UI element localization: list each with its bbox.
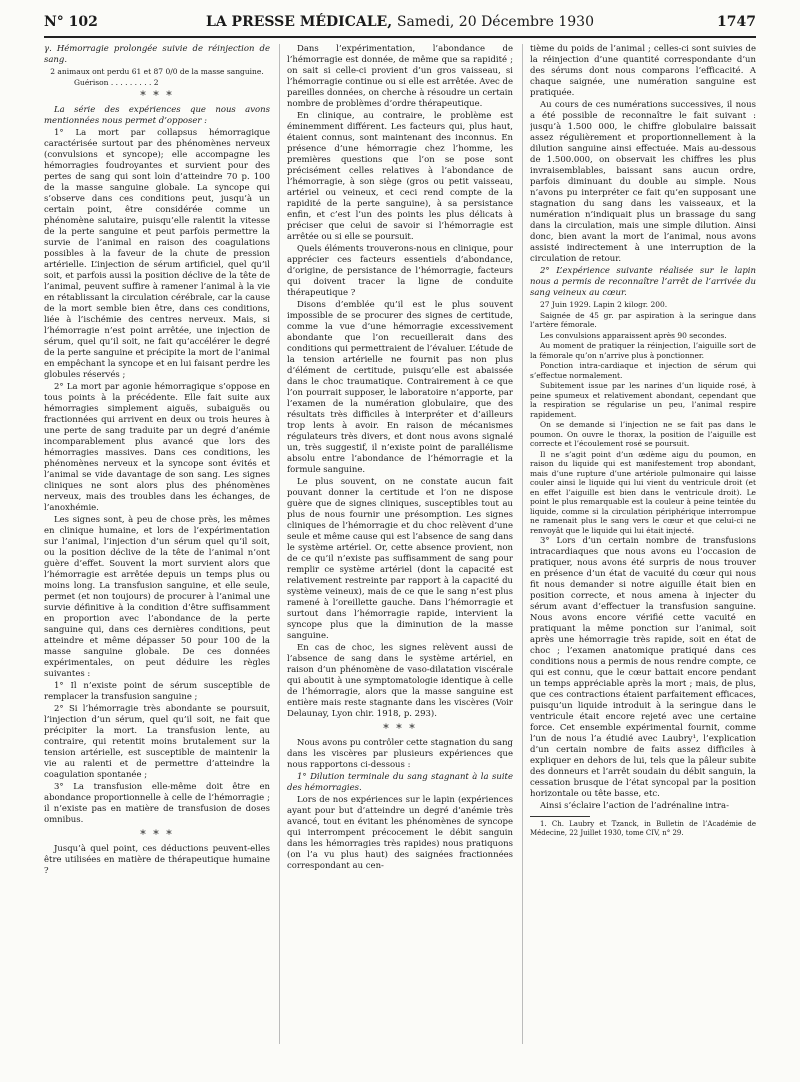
paragraph: En clinique, au contraire, le problème est éminemment différent. Les facteurs qui, plus haut, étaient connus, sont maintenant des inconnus. En présence d’une hémorragie chez l’homme, les premières questions que l’on se pose sont précisément celles relatives à l’abondance de l’hémorragie, à son siège (gros ou petit vaisseau, artériel ou veineux, et ceci rend compte de la rapidité de la perte sanguine), à sa persistance enfin, et c’est l’un des points les plus délicats à préciser que celui de savoir si l’hémorragie est arrêtée ou si elle se poursuit. bbox=[287, 111, 513, 242]
paragraph: La série des expériences que nous avons mentionnées nous permet d’opposer : bbox=[44, 105, 270, 126]
paragraph: 2° Si l’hémorragie très abondante se poursuit, l’injection d’un sérum, quel qu’il soit, ne fait que précipiter la mort. La transfusion lente, au contraire, qui retentit moins brutalement sur la tension artérielle, est susceptible de maintenir la vie au ralenti et de permettre d’atteindre la coagulation spontanée ; bbox=[44, 704, 270, 780]
paragraph: 2° La mort par agonie hémorragique s’oppose en tous points à la précédente. Elle fait suite aux hémorragies simplement aiguës, subaiguës ou fractionnées qui arrivent en deux ou trois heures à une perte de sang traduite par un degré d’anémie incomparablement plus avancé que lors des hémorragies massives. Dans ces conditions, les phénomènes nerveux et la syncope sont évités et l’animal se vide davantage de son sang. Les signes cliniques ne sont alors plus des phénomènes nerveux, mais des troubles dans les échanges, de l’anoxhémie. bbox=[44, 382, 270, 513]
protocol-line: On se demande si l’injection ne se fait pas dans le poumon. On ouvre le thorax, la position de l’aiguille est correcte et l’écoulement rosé se poursuit. bbox=[530, 420, 756, 448]
protocol-line: Au moment de pratiquer la réinjection, l’aiguille sort de la fémorale qu’on n’arrive plus à ponctionner. bbox=[530, 341, 756, 360]
protocol-line: Les convulsions apparaissent après 90 secondes. bbox=[540, 330, 727, 340]
paragraph: Guérison . . . . . . . . . 2 bbox=[74, 77, 159, 87]
column-separator bbox=[279, 44, 280, 1044]
paragraph: Au cours de ces numérations successives, il nous a été possible de reconnaître le fait suivant : jusqu’à 1.500 000, le chiffre globulaire baissait assez régulièrement et proportionnellement à la dilution sanguine ainsi effectuée. Mais au-dessous de 1.500.000, on observait les chiffres les plus invraisemblables, baissant sans aucun ordre, parfois diminuant du double au simple. Nous n’avons pu interpréter ce fait qu’en supposant une stagnation du sang dans les vaisseaux, et la numération n’indiquait plus un brassage du sang dans la circulation, mais une simple dilution. Ainsi donc, bien avant la mort de l’animal, nous avons assisté indirectement à une interruption de la circulation de retour. bbox=[530, 100, 756, 264]
section-heading: γ. Hémorragie prolongée suivie de réinjection de sang. bbox=[44, 44, 270, 65]
column-separator bbox=[522, 44, 523, 1044]
protocol-line: Subitement issue par les narines d’un liquide rosé, à peine spumeux et relativement abondant, cependant que la respiration se régularise un peu, l’animal respire rapidement. bbox=[530, 381, 756, 419]
paragraph: 1° La mort par collapsus hémorragique caractérisée surtout par des phénomènes nerveux (convulsions et syncope); elle accompagne les hémorragies foudroyantes et survient pour des pertes de sang qui sont loin d’atteindre 70 p. 100 de la masse sanguine globale. La syncope qui s’observe dans ces conditions peut, jusqu’à un certain point, être considérée comme un phénomène salutaire, puisqu’elle ralentit la vitesse de la perte sanguine et peut parfois permettre la survie de l’animal en raison des coagulations possibles à la faveur de la chute de pression artérielle. L’injection de sérum artificiel, quel qu’il soit, et parfois aussi la position déclive de la tête de l’animal, peuvent suffire à ramener l’animal à la vie en rétablissant la circulation cérébrale, car la cause de la mort semble bien être, dans ces conditions, liée à l’ischémie des centres nerveux. Mais, si l’hémorragie n’est point arrêtée, une injection de sérum, quel qu’il soit, ne fait qu’accélérer le degré de la perte sanguine et précipite la mort de l’animal en empêchant la syncope et en lui faisant perdre les globules réservés ; bbox=[44, 128, 270, 380]
header-rule bbox=[44, 36, 756, 38]
running-header bbox=[44, 14, 756, 38]
paragraph: Ainsi s’éclaire l’action de l’adrénaline intra- bbox=[540, 801, 729, 811]
issue-date: Samedi, 20 Décembre 1930 bbox=[396, 14, 595, 30]
protocol-line: Il ne s’agit point d’un œdème aigu du poumon, en raison du liquide qui est manifestement trop abondant, mais d’une rupture d’une artériole pulmonaire qui laisse couler ainsi le liquide qui lui vient du ventricule droit (et en effet l’aiguille est bien dans le ventricule droit). Le point le plus remarquable est la couleur à peine teintée du liquide, comme si la circulation périphérique interrompue ne ramenait plus le sang vers le cœur et que celui-ci ne renvoyât que le liquide qui lui était injecté. bbox=[530, 449, 756, 535]
journal-title: LA PRESSE MÉDICALE, bbox=[205, 14, 393, 30]
issue-number: N° 102 bbox=[44, 14, 98, 30]
paragraph: Quels éléments trouverons-nous en clinique, pour apprécier ces facteurs essentiels d’abondance, d’origine, de persistance de l’hémorragie, facteurs qui doivent tracer la ligne de conduite thérapeutique ? bbox=[287, 244, 513, 298]
asterism: * * * bbox=[140, 828, 174, 841]
asterism: * * * bbox=[140, 89, 174, 102]
paragraph: Disons d’emblée qu’il est le plus souvent impossible de se procurer des signes de certitude, comme la vue d’une hémorragie excessivement abondante que l’on recueillerait dans des conditions qui permettraient de l’évaluer. L’étude de la tension artérielle ne fournit pas non plus d’élément de certitude, puisqu’elle est abaissée dans le choc traumatique. Contrairement à ce que l’on pourrait supposer, le laboratoire n’apporte, par l’examen de la numération globulaire, que des résultats très difficiles à interpréter et d’ailleurs trop lents à avoir. En raison de mécanismes régulateurs très divers, et dont nous avons signalé un, très suggestif, il n’existe point de parallélisme absolu entre l’abondance de l’hémorragie et la formule sanguine. bbox=[287, 300, 513, 475]
paragraph: En cas de choc, les signes relèvent aussi de l’absence de sang dans le système artériel, en raison d’un phénomène de vaso-dilatation viscérale qui aboutit à une symptomatologie identique à celle de l’hémorragie, alors que la masse sanguine est entière mais reste stagnante dans les viscères (Voir Delaunay, Lyon chir. 1918, p. 293). bbox=[287, 643, 513, 719]
paragraph: Dans l’expérimentation, l’abondance de l’hémorragie est donnée, de même que sa rapidité ; on sait si celle-ci provient d’un gros vaisseau, si l’hémorragie continue ou si elle est arrêtée. Avec de pareilles données, on cherche à résoudre un certain nombre de problèmes d’ordre thérapeutique. bbox=[287, 44, 513, 109]
paragraph: 3° La transfusion elle-même doit être en abondance proportionnelle à celle de l’hémorragie ; il n’existe pas en matière de transfusion de doses omnibus. bbox=[44, 782, 270, 825]
footnote: 1. Ch. Laubry et Tzanck, in Bulletin de l’Académie de Médecine, 22 Juillet 1930, tome CIV, n° 29. bbox=[530, 820, 756, 837]
paragraph: Les signes sont, à peu de chose près, les mêmes en clinique humaine, et lors de l’expérimentation sur l’animal, l’injection d’un sérum quel qu’il soit, ou la position déclive de la tête de l’animal n’ont guère d’effet. Souvent la mort survient alors que l’hémorragie est arrêtée depuis un temps plus ou moins long. La transfusion sanguine, et elle seule, permet (et non toujours) de procurer à l’animal une survie définitive à la condition d’être suffisamment en proportion avec l’abondance de la perte sanguine qui, dans ces dernières conditions, peut atteindre et même dépasser 50 pour 100 de la masse sanguine globale. De ces données expérimentales, on peut déduire les règles suivantes : bbox=[44, 515, 270, 679]
asterism: * * * bbox=[383, 722, 417, 735]
paragraph: Lors de nos expériences sur le lapin (expériences ayant pour but d’atteindre un degré d’anémie très avancé, tout en évitant les phénomènes de syncope qui interrompent précocement le débit sanguin dans les hémorragies très rapides) nous pratiquons (on l’a vu plus haut) des saignées fractionnées correspondant au cen- bbox=[287, 795, 513, 871]
paragraph: 2 animaux ont perdu 61 et 87 0/0 de la masse sanguine. bbox=[50, 67, 264, 76]
paragraph: tième du poids de l’animal ; celles-ci sont suivies de la réinjection d’une quantité correspondante d’un des sérums dont nous comparons l’efficacité. A chaque saignée, une numération sanguine est pratiquée. bbox=[530, 44, 756, 98]
column-1 bbox=[44, 44, 270, 1064]
protocol-line: 27 Juin 1929. Lapin 2 kilogr. 200. bbox=[540, 300, 668, 309]
paragraph: Le plus souvent, on ne constate aucun fait pouvant donner la certitude et l’on ne dispose guère que de signes cliniques, susceptibles tout au plus de nous fournir une présomption. Les signes cliniques de l’hémorragie et du choc relèvent d’une seule et même cause qui est l’absence de sang dans le système artériel. Or, cette absence provient, non de ce qu’il n’existe pas suffisamment de sang pour remplir ce système artériel (dont la capacité est relativement restreinte par rapport à la capacité du système veineux), mais de ce que le sang n’est plus ramené à l’oreillette gauche. Dans l’hémorragie et surtout dans l’hémorragie rapide, intervient la syncope plus que la diminution de la masse sanguine. bbox=[287, 477, 513, 641]
journal-title-line bbox=[44, 14, 756, 30]
subheading: 1° Dilution terminale du sang stagnant à la suite des hémorragies. bbox=[287, 772, 513, 793]
protocol-line: Saignée de 45 gr. par aspiration à la seringue dans l’artère fémorale. bbox=[530, 310, 756, 329]
protocol-line: Ponction intra-cardiaque et injection de sérum qui s’effectue normalement. bbox=[530, 361, 756, 380]
column-3 bbox=[530, 44, 756, 1064]
paragraph: Jusqu’à quel point, ces déductions peuvent-elles être utilisées en matière de thérapeutique humaine ? bbox=[44, 844, 270, 876]
subheading: 2° L’expérience suivante réalisée sur le lapin nous a permis de reconnaître l’arrêt de l’arrivée du sang veineux au cœur. bbox=[530, 266, 756, 298]
column-2 bbox=[287, 44, 513, 1064]
paragraph: 3° Lors d’un certain nombre de transfusions intracardiaques que nous avons eu l’occasion de pratiquer, nous avons été surpris de nous trouver en présence d’un état de vacuité du cœur qui nous fit nous demander si notre aiguille était bien en position correcte, et nous amena à injecter du sérum avant d’effectuer la transfusion sanguine. Nous avons encore vérifié cette vacuité en pratiquant la même ponction sur l’animal, soit après une hémorragie très rapide, soit en état de choc ; l’examen anatomique pratiqué dans ces conditions nous a permis de nous rendre compte, ce qui est connu, que le cœur battait encore pendant un temps appréciable après la mort ; mais, de plus, que ces contractions étaient parfaitement efficaces, puisqu’un liquide introduit à la seringue dans le ventricule était encore rejeté avec une certaine force. Cet ensemble expérimental fournit, comme l’un de nous l’a étudié avec Laubry¹, l’explication d’un certain nombre de faits assez difficiles à expliquer en dehors de lui, tels que la pâleur subite des donneurs et l’arrêt soudain du débit sanguin, la cessation brusque de l’état syncopal par la position horizontale ou tête basse, etc. bbox=[530, 536, 756, 799]
footnote-rule bbox=[530, 816, 590, 817]
paragraph: 1° Il n’existe point de sérum susceptible de remplacer la transfusion sanguine ; bbox=[44, 681, 270, 702]
page-number: 1747 bbox=[717, 14, 756, 30]
paragraph: Nous avons pu contrôler cette stagnation du sang dans les viscères par plusieurs expériences que nous rapportons ci-dessous : bbox=[287, 738, 513, 770]
